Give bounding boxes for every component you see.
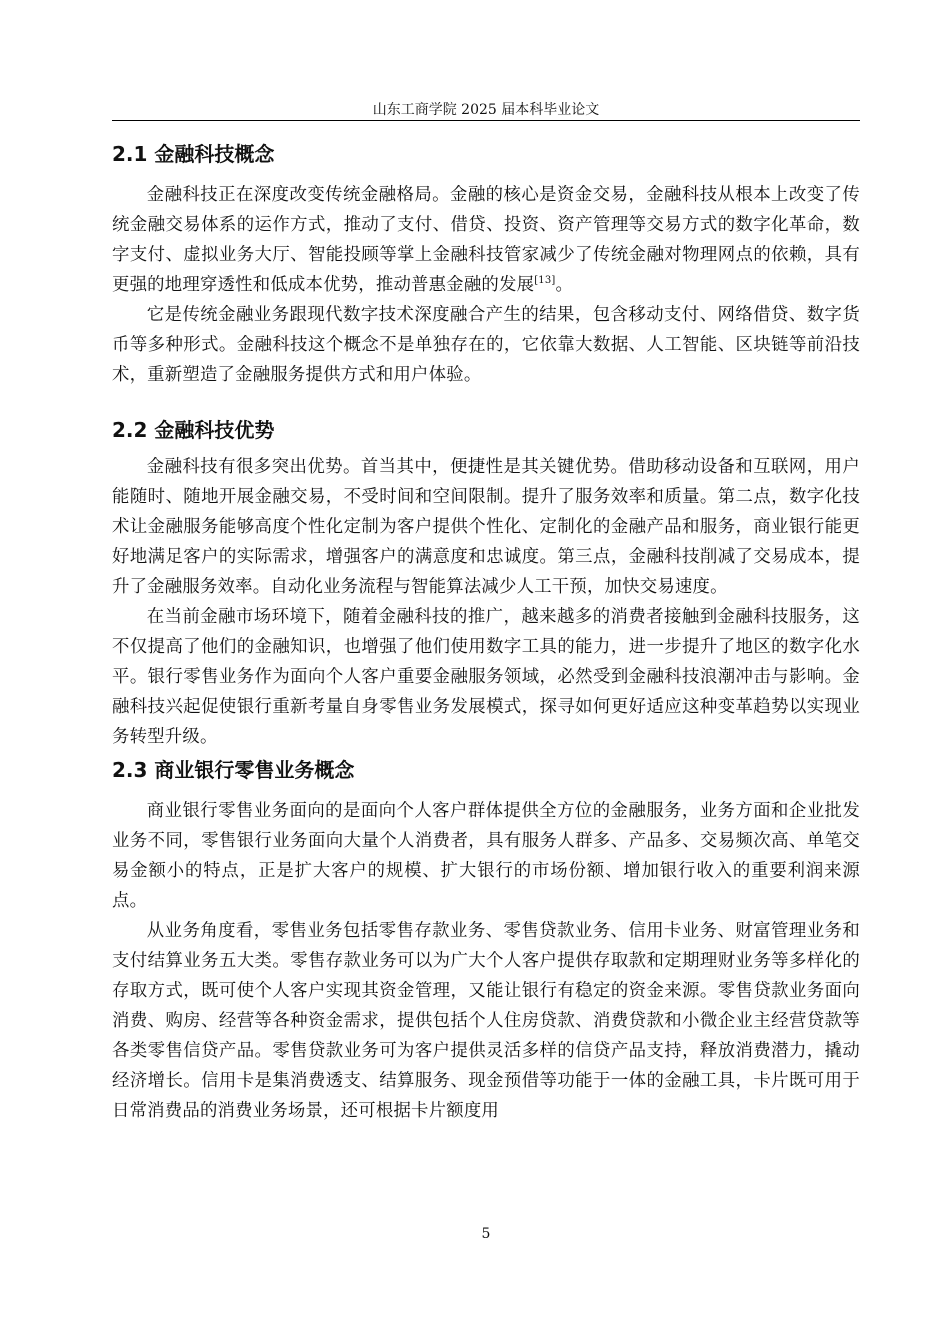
running-header: 山东工商学院 2025 届本科毕业论文 [372,102,600,118]
paragraph [112,180,860,300]
page-number: 5 [481,1226,491,1242]
paragraph: 从业务角度看，零售业务包括零售存款业务、零售贷款业务、信用卡业务、财富管理业务和支付结算业务五大类。零售存款业务可以为广大个人客户提供存取款和定期理财业务等多样化的存取方式，既可使个人客户实现其资金管理，又能让银行有稳定的资金来源。零售贷款业务面向消费、购房、经营等各种资金需求，提供包括个人住房贷款、消费贷款和小微企业主经营贷款等各类零售信贷产品。零售贷款业务可为客户提供灵活多样的信贷产品支持，释放消费潜力，撬动经济增长。信用卡是集消费透支、结算服务、现金预借等功能于一体的金融工具，卡片既可用于日常消费品的消费业务场景，还可根据卡片额度用 [112,921,860,1121]
paragraph: 它是传统金融业务跟现代数字技术深度融合产生的结果，包含移动支付、网络借贷、数字货币等多种形式。金融科技这个概念不是单独存在的，它依靠大数据、人工智能、区块链等前沿技术，重新塑造了金融服务提供方式和用户体验。 [112,305,860,385]
citation-ref: [13] [534,275,556,286]
paragraph: 商业银行零售业务面向的是面向个人客户群体提供全方位的金融服务，业务方面和企业批发业务不同，零售银行业务面向大量个人消费者，具有服务人群多、产品多、交易频次高、单笔交易金额小的特点，正是扩大客户的规模、扩大银行的市场份额、增加银行收入的重要利润来源点。 [112,801,860,911]
paragraph: 在当前金融市场环境下，随着金融科技的推广，越来越多的消费者接触到金融科技服务，这不仅提高了他们的金融知识，也增强了他们使用数字工具的能力，进一步提升了地区的数字化水平。银行零售业务作为面向个人客户重要金融服务领域，必然受到金融科技浪潮冲击与影响。金融科技兴起促使银行重新考量自身零售业务发展模式，探寻如何更好适应这种变革趋势以实现业务转型升级。 [112,607,860,747]
section-2-1 [112,136,860,390]
page-body [112,136,860,1126]
paragraph: 金融科技有很多突出优势。首当其中，便捷性是其关键优势。借助移动设备和互联网，用户能随时、随地开展金融交易，不受时间和空间限制。提升了服务效率和质量。第二点，数字化技术让金融服务能够高度个性化定制为客户提供个性化、定制化的金融产品和服务，商业银行能更好地满足客户的实际需求，增强客户的满意度和忠诚度。第三点，金融科技削减了交易成本，提升了金融服务效率。自动化业务流程与智能算法减少人工干预，加快交易速度。 [112,457,860,597]
section-heading: 2.1 金融科技概念 [112,142,275,166]
paragraph-text: 金融科技正在深度改变传统金融格局。金融的核心是资金交易，金融科技从根本上改变了传统金融交易体系的运作方式，推动了支付、借贷、投资、资产管理等交易方式的数字化革命，数字支付、虚拟业务大厅、智能投顾等掌上金融科技管家减少了传统金融对物理网点的依赖，具有更强的地理穿透性和低成本优势，推动普惠金融的发展 [112,185,860,295]
section-heading: 2.3 商业银行零售业务概念 [112,758,355,782]
section-2-2 [112,412,860,752]
section-2-3 [112,752,860,1126]
header-rule [112,120,860,121]
paragraph-end: 。 [555,275,574,295]
section-heading: 2.2 金融科技优势 [112,418,275,442]
